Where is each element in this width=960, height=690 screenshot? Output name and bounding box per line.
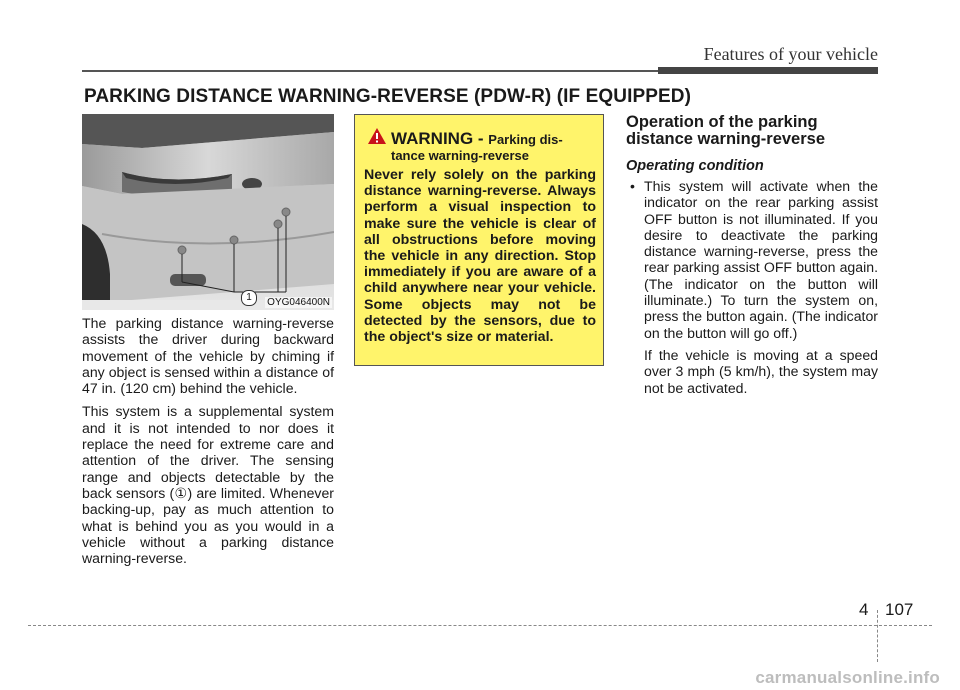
operating-condition-subtitle: Operating condition [626, 158, 764, 174]
bullet-marker: • [630, 178, 635, 194]
warning-label: WARNING - [391, 129, 489, 148]
warning-topic-line2: tance warning-reverse [391, 148, 530, 163]
car-rear-illustration [82, 114, 334, 310]
watermark: carmanualsonline.info [755, 668, 940, 687]
bullet-text: This system will activate when the indicator on the rear parking assist OFF button is not illuminated. If you desire to deactivate the parking distance warning-reverse, press the rear parking assist OFF button again. (The indicator on the button will illuminate.) To turn the system on, press the button again. (The indicator on the button will go off.) [644, 178, 878, 341]
warning-box [354, 114, 604, 366]
page-number: 107 [885, 600, 914, 619]
section-header: Features of your vehicle [703, 44, 878, 64]
chapter-number: 4 [859, 600, 869, 619]
figure-code: OYG046400N [267, 297, 330, 308]
rear-sensor-figure [82, 114, 334, 310]
header-rule-accent [658, 67, 878, 74]
operation-section [626, 114, 878, 396]
warning-text: Never rely solely on the parking distance warning-reverse. Always perform a visual inspection to make sure the vehicle is clear of all obstructions before moving the vehicle in any direction. Stop immediately if you are aware of a child anywhere near your vehicle. Some objects may not be detected by the sensors, due to the object's size or material. [364, 167, 596, 346]
footer-divider [877, 610, 878, 662]
condition-bullet [626, 178, 878, 341]
speed-note: If the vehicle is moving at a speed over 3 mph (5 km/h), the system may not be activated. [644, 346, 878, 396]
intro-paragraph-1: The parking distance warning-reverse assists the driver during backward movement of the vehicle by chiming if any object is sensed within a distance of 47 in. (120 cm) behind the vehicle. [82, 315, 334, 397]
footer-rule [28, 625, 932, 626]
page-title: PARKING DISTANCE WARNING-REVERSE (PDW-R) (IF EQUIPPED) [84, 86, 692, 107]
intro-text [82, 315, 334, 573]
intro-paragraph-2: This system is a supplemental system and it is not intended to nor does it replace the need for extreme care and attention of the driver. The sensing range and objects detectable by the back sensors (①) are limited. Whenever backing-up, pay as much attention to what is behind you as you would in a vehicle without a parking distance warning-reverse. [82, 403, 334, 567]
callout-badge: 1 [241, 290, 257, 306]
warning-topic-line1: Parking dis- [488, 132, 563, 147]
warning-heading [391, 129, 563, 149]
warning-triangle-icon [367, 127, 387, 145]
operation-title: Operation of the parking distance warning-reverse [626, 113, 825, 148]
